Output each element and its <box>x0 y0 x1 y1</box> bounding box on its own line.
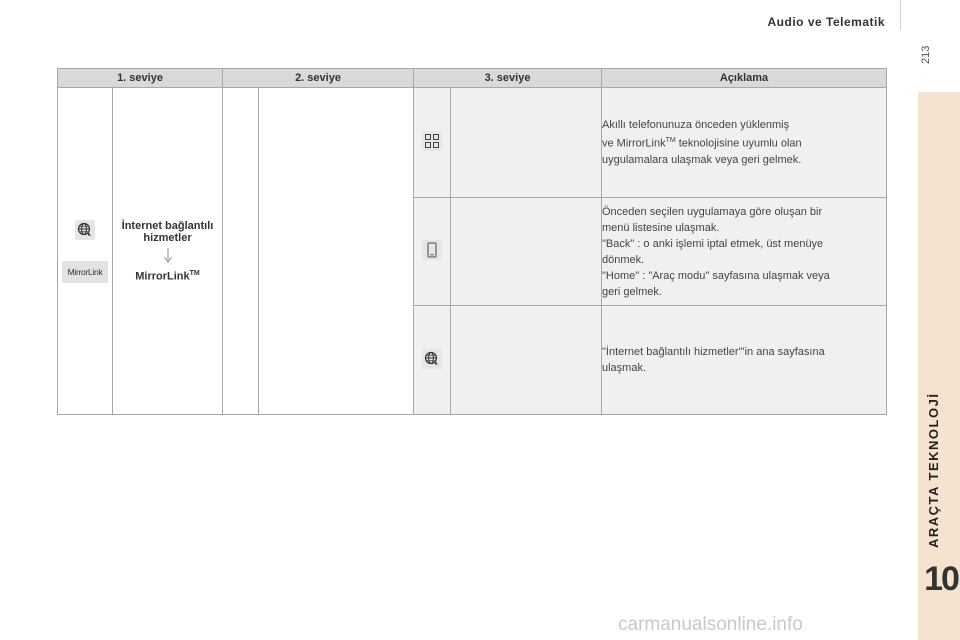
description-cell: Önceden seçilen uygulamaya göre oluşan bir menü listesine ulaşmak. "Back" : o anki işlemi iptal etmek, üst menüye dönmek. "Home" : "Araç modu" sayfasına ulaşmak veya geri gelmek. <box>602 198 887 306</box>
chapter-title: ARAÇTA TEKNOLOJİ <box>926 392 941 548</box>
chapter-side-bar <box>918 92 960 640</box>
level1-label-line2: hizmetler <box>143 231 192 244</box>
watermark: carmanualsonline.info <box>618 614 803 635</box>
column-header-level2: 2. seviye <box>223 69 414 88</box>
mirrorlink-logo: MirrorLink <box>62 261 108 283</box>
chapter-number: 10 <box>924 560 958 598</box>
column-header-level1: 1. seviye <box>58 69 223 88</box>
arrow-down-icon <box>163 248 173 264</box>
section-title: Audio ve Telematik <box>767 15 885 29</box>
level1-label-cell <box>113 88 223 415</box>
level3-label-cell <box>451 88 602 198</box>
description-cell: "İnternet bağlantılı hizmetler"'in ana sayfasına ulaşmak. <box>602 306 887 415</box>
level3-icon-cell <box>414 306 451 415</box>
header-divider <box>900 0 901 30</box>
globe-connected-icon <box>75 220 95 240</box>
level3-icon-cell <box>414 198 451 306</box>
level2-label-cell <box>259 88 414 415</box>
page-number: 213 <box>920 45 932 64</box>
column-header-description: Açıklama <box>602 69 887 88</box>
level1-label-line1: İnternet bağlantılı <box>121 219 214 232</box>
smartphone-icon <box>422 240 442 260</box>
level1-icons-cell <box>58 88 113 415</box>
mirrorlink-label: MirrorLink™ <box>135 269 200 283</box>
description-cell: Akıllı telefonunuza önceden yüklenmiş ve MirrorLink™ teknolojisine uyumlu olan uygulamalara ulaşmak veya geri gelmek. <box>602 88 887 198</box>
level3-label-cell <box>451 306 602 415</box>
level3-label-cell <box>451 198 602 306</box>
apps-grid-icon <box>422 131 442 151</box>
level2-icon-cell <box>223 88 259 415</box>
column-header-level3: 3. seviye <box>414 69 602 88</box>
table-row <box>58 88 887 198</box>
menu-levels-table <box>57 68 887 415</box>
level3-icon-cell <box>414 88 451 198</box>
table-header-row <box>58 69 887 88</box>
globe-connected-icon <box>422 349 442 369</box>
